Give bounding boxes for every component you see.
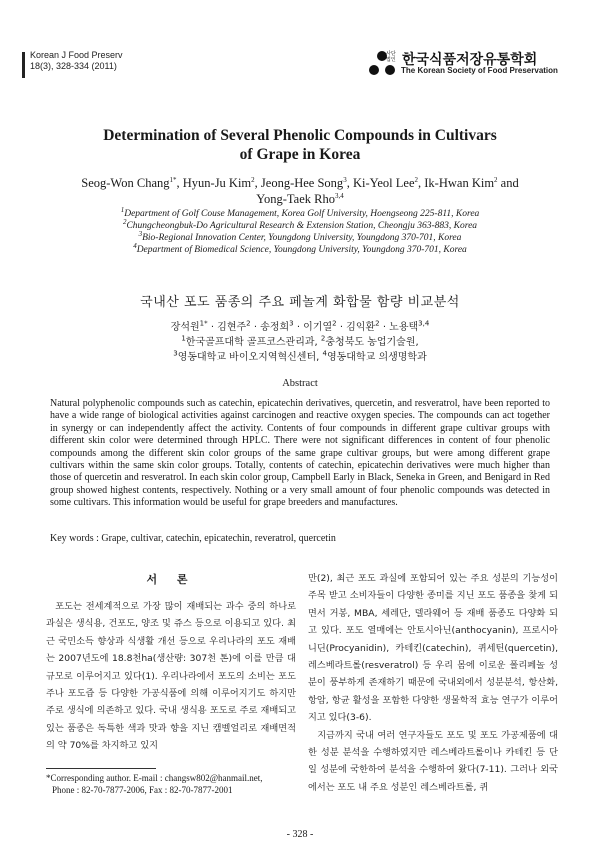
author-sup: 2 xyxy=(251,175,255,184)
society-name-english: The Korean Society of Food Preservation xyxy=(401,66,558,75)
title-line-1: Determination of Several Phenolic Compounds in Cultivars xyxy=(103,127,497,144)
author-sup: 3,4 xyxy=(335,191,344,200)
author-name: , Ki-Yeol Lee xyxy=(346,176,415,190)
keywords-label: Key words : xyxy=(50,533,99,544)
korean-affiliation-line: $^1$한국골프대학 골프코스관리과, $^2$충청북도 농업기술원, xyxy=(181,334,419,348)
affiliation-line: $^4$Department of Biomedical Science, Youngdong University, Youngdong 370-701, Korea xyxy=(133,241,467,255)
author-name: Seog-Won Chang xyxy=(81,176,170,190)
affiliation-line: $^2$Chungcheongbuk-Do Agricultural Research & Extension Station, Cheongju 363-883, Korea xyxy=(122,217,478,231)
corresponding-author-footnote xyxy=(46,772,306,796)
author-name: , Jeong-Hee Song xyxy=(254,176,344,190)
keywords-text: Grape, cultivar, catechin, epicatechin, reveratrol, quercetin xyxy=(101,533,336,544)
author-sup: 2 xyxy=(414,175,419,184)
body-paragraph: 만(2), 최근 포도 과실에 포함되어 있는 주요 성분의 기능성이 주목 받고 소비자들이 다양한 종미를 지닌 포도 품종을 찾게 되면서 거봉, MBA, 세레단, 델라웨어 등 재배 품종도 다양화 되고 있다. 포도 열매에는 안토시아닌(anthocyanin), 프로시아니딘(Procyanidin), 카테킨(catechin), 퀴세틴(quercetin), 레스베라트롤(resveratrol) 등 우리 몸에 이로운 폴리페놀 성분이 풍부하게 존재하기 때문에 국내외에서 성분분석, 항산화, 항암, 항균 활성을 포함한 다양한 생물학적 효능 연구가 이루어지고 있다(3-6). xyxy=(308,573,558,724)
title-line-2: of Grape in Korea xyxy=(239,146,361,163)
affiliation-line: $^1$Department of Golf Couse Management, Korea Golf University, Hoengseong 225-811, Korea xyxy=(120,205,480,219)
korean-author-list: 장석원$^{1*}$ · 김현주$^2$ · 송정희$^3$ · 이기열$^2$ · 김익환$^2$ · 노용택$^{3,4}$ xyxy=(170,319,430,333)
body-paragraph: 지금까지 국내 여러 연구자들도 포도 및 포도 가공제품에 대한 성분 분석을 수행하였지만 레스베라트롤이나 카테킨 등 단일 성분에 국한하여 분석을 수행하여 왔다(7-11). 그러나 외국에서는 포도 내 주요 성분인 레스베라트롤, 퀴 xyxy=(308,729,558,793)
society-prefix: 사단 법인 xyxy=(386,51,396,63)
body-column-left xyxy=(46,598,296,755)
affiliation-list xyxy=(90,205,510,256)
section-heading-introduction: 서 론 xyxy=(146,573,196,586)
society-name-korean: 한국식품저장유통학회 xyxy=(402,52,538,68)
author-sup: 1* xyxy=(169,175,177,184)
keywords xyxy=(50,533,550,544)
journal-volume: 18(3), 328-334 (2011) xyxy=(30,61,117,71)
footnote-rule xyxy=(46,768,156,769)
author-name: , Ik-Hwan Kim xyxy=(418,176,495,190)
author-sup: 2 xyxy=(494,175,498,184)
abstract-text: Natural polyphenolic compounds such as catechin, epicatechin derivatives, quercetin, and resveratrol, have been reported to have a wide range of biological activities against carcinogen and reactive oxygen species. The compounds can act together in synergy or can independently affect the activity. Contents of four compounds in different grape cultivar groups with different skin color were determined through HPLC. There were not significant differences in content of four phenolic compounds among the different skin color groups of the same grape cultivar groups, but were among different grape cultivars within the same skin color groups. Totally, contents of catechin, epicatechin derivatives were much higher than those of quercetin and resveratrol. In each skin color group, Campbell Early in Black, Seneka in Green, and Benigard in Red group showed highest contents, respectively. Nothing or a very small amount of four phenolic compounds was detected in some cultivars. This information would be useful for grape breeders and manufactures. xyxy=(50,398,550,509)
page-number: - 328 - xyxy=(286,829,314,840)
affiliation-line: $^3$Bio-Regional Innovation Center, Youngdong University, Youngdong 370-701, Korea xyxy=(138,229,462,243)
author-name: Yong-Taek Rho xyxy=(256,192,335,206)
author-sup: 3 xyxy=(343,175,347,184)
journal-citation xyxy=(30,50,123,72)
footnote-email: *Corresponding author. E-mail : changsw802@hanmail.net, xyxy=(46,773,263,783)
abstract-heading: Abstract xyxy=(282,378,318,389)
korean-title: 국내산 포도 품종의 주요 페놀계 화합물 함량 비교분석 xyxy=(140,295,460,310)
footnote-phone: Phone : 82-70-7877-2006, Fax : 82-70-7877-2001 xyxy=(52,785,233,795)
author-conjunction: and xyxy=(497,176,519,190)
korean-affiliation-line: $^3$영동대학교 바이오지역혁신센터, $^4$영동대학교 의생명학과 xyxy=(173,349,427,363)
author-name: , Hyun-Ju Kim xyxy=(176,176,252,190)
paper-title xyxy=(60,126,540,164)
korean-author-block xyxy=(60,320,540,365)
body-column-right xyxy=(308,570,558,796)
journal-name: Korean J Food Preserv xyxy=(30,50,123,60)
journal-bar xyxy=(22,52,25,78)
author-list xyxy=(50,175,550,207)
body-paragraph: 포도는 전세계적으로 가장 많이 재배되는 과수 중의 하나로 과실은 생식용, 건포도, 양조 및 쥬스 등으로 이용되고 있다. 최근 국민소득 향상과 식생활 개선 등으로 우리나라의 포도 재배는 2007년도에 18.8천ha(생산량: 307천 톤)에 이를 만큼 대규모로 이루어지고 있다(1). 우리나라에서 포도의 소비는 포도주나 포도즙 등 다양한 가공식품에 의해 이루어지기도 하지만 주로 생식에 의존하고 있다. 국내 생식용 포도로 주로 재배되고 있는 품종은 독특한 색과 맛과 향을 지닌 캠벨얼리로 재배면적의 약 70%를 차지하고 있지 xyxy=(46,601,296,752)
